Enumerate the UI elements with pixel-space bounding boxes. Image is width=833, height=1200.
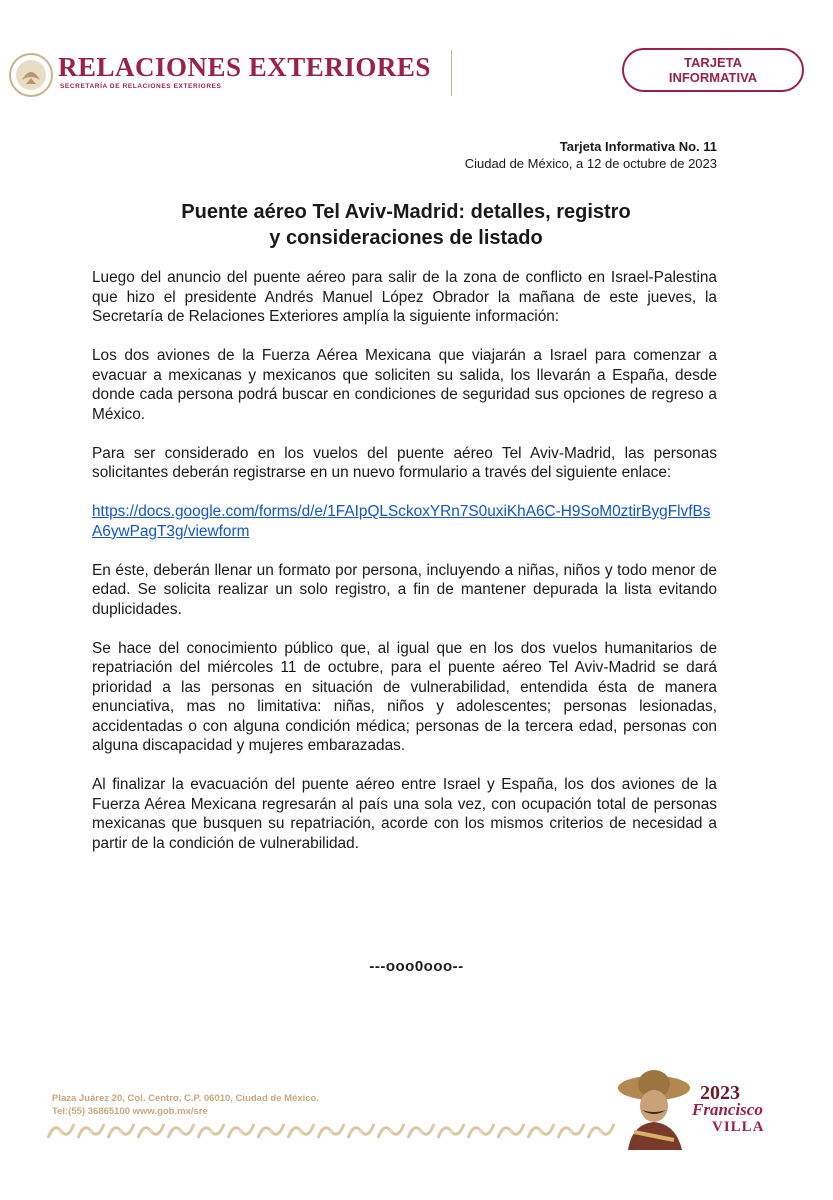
title-line-1: Puente aéreo Tel Aviv-Madrid: detalles, registro [181,201,631,223]
paragraph-registration: Para ser considerado en los vuelos del puente aéreo Tel Aviv-Madrid, las personas solicitantes deberán registrarse en un nuevo formulario a través del siguiente enlace: [92,444,717,481]
logo-name: Francisco [692,1100,763,1119]
paragraph-intro: Luego del anuncio del puente aéreo para salir de la zona de conflicto en Israel-Palestina que hizo el presidente Andrés Manuel López Obrador la mañana de este jueves, la Secretaría de Relaciones Exteriores amplía la siguiente información: [92,269,717,325]
registration-link-paragraph [92,502,717,541]
paragraph-form-instructions: En éste, deberán llenar un formato por persona, incluyendo a niñas, niños y todo menor de edad. Se solicita realizar un solo registro, a fin de mantener depurada la lista evitando duplicidades. [92,561,717,618]
document-title [92,199,720,251]
document-type-badge [622,48,804,92]
footer-address [52,1092,319,1118]
agency-name: RELACIONES EXTERIORES [58,52,431,82]
agency-subtitle: SECRETARÍA DE RELACIONES EXTERIORES [60,83,222,90]
place-date: Ciudad de México, a 12 de octubre de 2023 [464,156,717,171]
letterhead [0,0,833,110]
address-line-1: Plaza Juárez 20, Col. Centro, C.P. 06010, Ciudad de México. [52,1093,319,1104]
logo-surname: VILLA [712,1119,765,1135]
address-line-2: Tel:(55) 36865100 www.gob.mx/sre [52,1106,208,1117]
decorative-pattern-icon [46,1120,616,1142]
registration-form-link[interactable]: https://docs.google.com/forms/d/e/1FAIpQLSckoxYRn7S0uxiKhA6C-H9SoM0ztirBygFlvfBsA6ywPagT3g/viewform [92,503,711,540]
paragraph-return: Al finalizar la evacuación del puente aéreo entre Israel y España, los dos aviones de la Fuerza Aérea Mexicana regresarán al país una sola vez, con ocupación total de personas mexicanas que busquen su repatriación, acorde con los mismos criterios de necesidad a partir de la condición de vulnerabilidad. [92,776,717,852]
closing-mark: ---ooo0ooo-- [369,958,464,975]
badge-line-2: INFORMATIVA [668,70,758,85]
document-body [92,268,717,873]
logo-year: 2023 [700,1082,740,1104]
title-line-2: y consideraciones de listado [269,227,543,249]
paragraph-priority: Se hace del conocimiento público que, al igual que en los dos vuelos humanitarios de repatriación del miércoles 11 de octubre, para el puente aéreo Tel Aviv-Madrid se dará prioridad a las personas en situación de vulnerabilidad, entendida ésta de manera enunciativa, mas no limitativa: niñas, niños y adolescentes; personas lesionadas, accidentadas o con alguna condición médica; personas de la tercera edad, personas con alguna discapacidad y mujeres embarazadas. [92,639,717,754]
paragraph-aircraft: Los dos aviones de la Fuerza Aérea Mexicana que viajarán a Israel para comenzar a evacuar a mexicanas y mexicanos que soliciten su salida, los llevarán a España, desde donde cada persona podrá buscar en condiciones de seguridad sus opciones de regreso a México. [92,347,717,423]
national-seal-icon [8,52,54,98]
header-divider [451,50,452,96]
badge-line-1: TARJETA [683,55,743,70]
document-meta [465,138,717,172]
document-number: Tarjeta Informativa No. 11 [559,139,717,154]
